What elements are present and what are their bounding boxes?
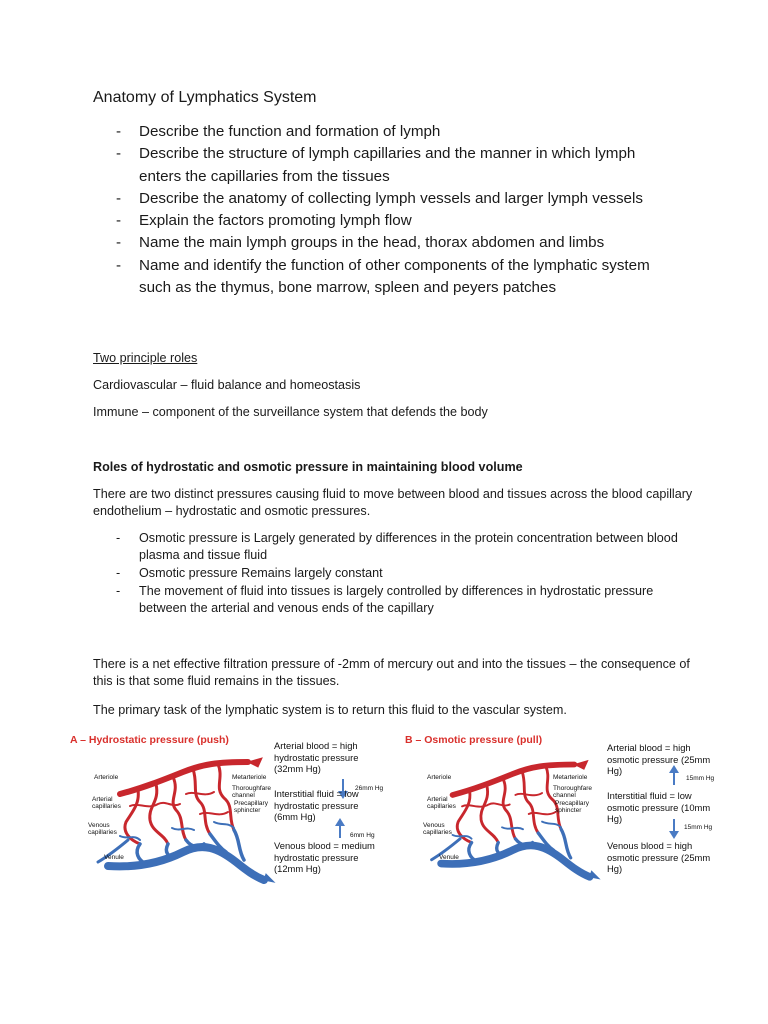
pressure-bullet: - Osmotic pressure Remains largely constant <box>116 565 696 582</box>
label-precapillary: Precapillary sphincter <box>234 800 268 814</box>
arrow-up-icon <box>668 764 680 786</box>
venous-note-b: Venous blood = high osmotic pressure (25mm Hg) <box>607 840 711 874</box>
label-arterial-capillaries: Arterial capillaries <box>92 796 121 810</box>
diff-note-b1: 15mm Hg <box>686 775 715 782</box>
arterial-note-a: Arterial blood = high hydrostatic pressure (32mm Hg) <box>274 740 359 774</box>
label-venule: Venule <box>104 854 124 861</box>
label-metarteriole: Metarteriole <box>232 774 267 781</box>
pressure-heading: Roles of hydrostatic and osmotic pressure in maintaining blood volume <box>93 460 523 474</box>
figure-a-title: A – Hydrostatic pressure (push) <box>70 734 229 746</box>
arrow-up-icon <box>334 817 346 839</box>
roles-heading: Two principle roles <box>93 351 198 365</box>
capillary-bed-diagram-b <box>403 744 603 884</box>
label-metarteriole: Metarteriole <box>553 774 588 781</box>
label-precapillary: Precapillary sphincter <box>555 800 589 814</box>
label-arterial-capillaries: Arterial capillaries <box>427 796 456 810</box>
net-filtration-text: There is a net effective filtration pressure of -2mm of mercury out and into the tissues – the consequence of this is that some fluid remains in the tissues. <box>93 657 690 688</box>
diff-note-b2: 15mm Hg <box>684 824 713 831</box>
arterial-note-b: Arterial blood = high osmotic pressure (25mm Hg) <box>607 742 711 776</box>
objectives-list <box>116 121 676 299</box>
diff-note-a2: 6mm Hg <box>350 832 375 839</box>
objective-item: - Explain the factors promoting lymph flow <box>116 210 676 232</box>
venous-note-a: Venous blood = medium hydrostatic pressure (12mm Hg) <box>274 840 375 874</box>
label-venule: Venule <box>439 854 459 861</box>
diff-note-a1: 26mm Hg <box>355 785 384 792</box>
objective-item: - Name and identify the function of other components of the lymphatic system such as the thymus, bone marrow, spleen and peyers patches <box>116 255 676 300</box>
pressure-bullet: - Osmotic pressure is Largely generated by differences in the protein concentration between blood plasma and tissue fluid <box>116 530 696 564</box>
label-arteriole: Arteriole <box>94 774 119 781</box>
label-venous-capillaries: Venous capillaries <box>423 822 452 836</box>
figure-osmotic <box>403 732 733 882</box>
objective-item: - Describe the anatomy of collecting lymph vessels and larger lymph vessels <box>116 188 676 210</box>
label-venous-capillaries: Venous capillaries <box>88 822 117 836</box>
interstitial-note-a: Interstitial fluid = low hydrostatic pressure (6mm Hg) <box>274 788 359 822</box>
role-immune: Immune – component of the surveillance system that defends the body <box>93 405 488 419</box>
capillary-bed-diagram-a <box>68 744 278 884</box>
objective-item: - Describe the structure of lymph capillaries and the manner in which lymph enters the capillaries from the tissues <box>116 143 676 188</box>
pressure-bullets <box>116 530 696 618</box>
objective-item: - Name the main lymph groups in the head, thorax abdomen and limbs <box>116 232 676 254</box>
pressure-intro: There are two distinct pressures causing fluid to move between blood and tissues across the blood capillary endothelium – hydrostatic and osmotic pressures. <box>93 487 693 518</box>
pressure-bullet: - The movement of fluid into tissues is largely controlled by differences in hydrostatic pressure between the arterial and venous ends of the capillary <box>116 583 696 617</box>
label-thoroughfare: Thoroughfare channel <box>553 785 593 799</box>
label-arteriole: Arteriole <box>427 774 452 781</box>
label-thoroughfare: Thoroughfare channel <box>232 785 272 799</box>
interstitial-note-b: Interstitial fluid = low osmotic pressure (10mm Hg) <box>607 790 711 824</box>
role-cardiovascular: Cardiovascular – fluid balance and homeostasis <box>93 378 361 392</box>
objective-item: - Describe the function and formation of lymph <box>116 121 676 143</box>
page-title: Anatomy of Lymphatics System <box>93 89 317 106</box>
arrow-down-icon <box>668 818 680 840</box>
figure-b-title: B – Osmotic pressure (pull) <box>405 734 543 746</box>
primary-task-text: The primary task of the lymphatic system is to return this fluid to the vascular system. <box>93 703 567 717</box>
figure-hydrostatic <box>68 732 398 882</box>
